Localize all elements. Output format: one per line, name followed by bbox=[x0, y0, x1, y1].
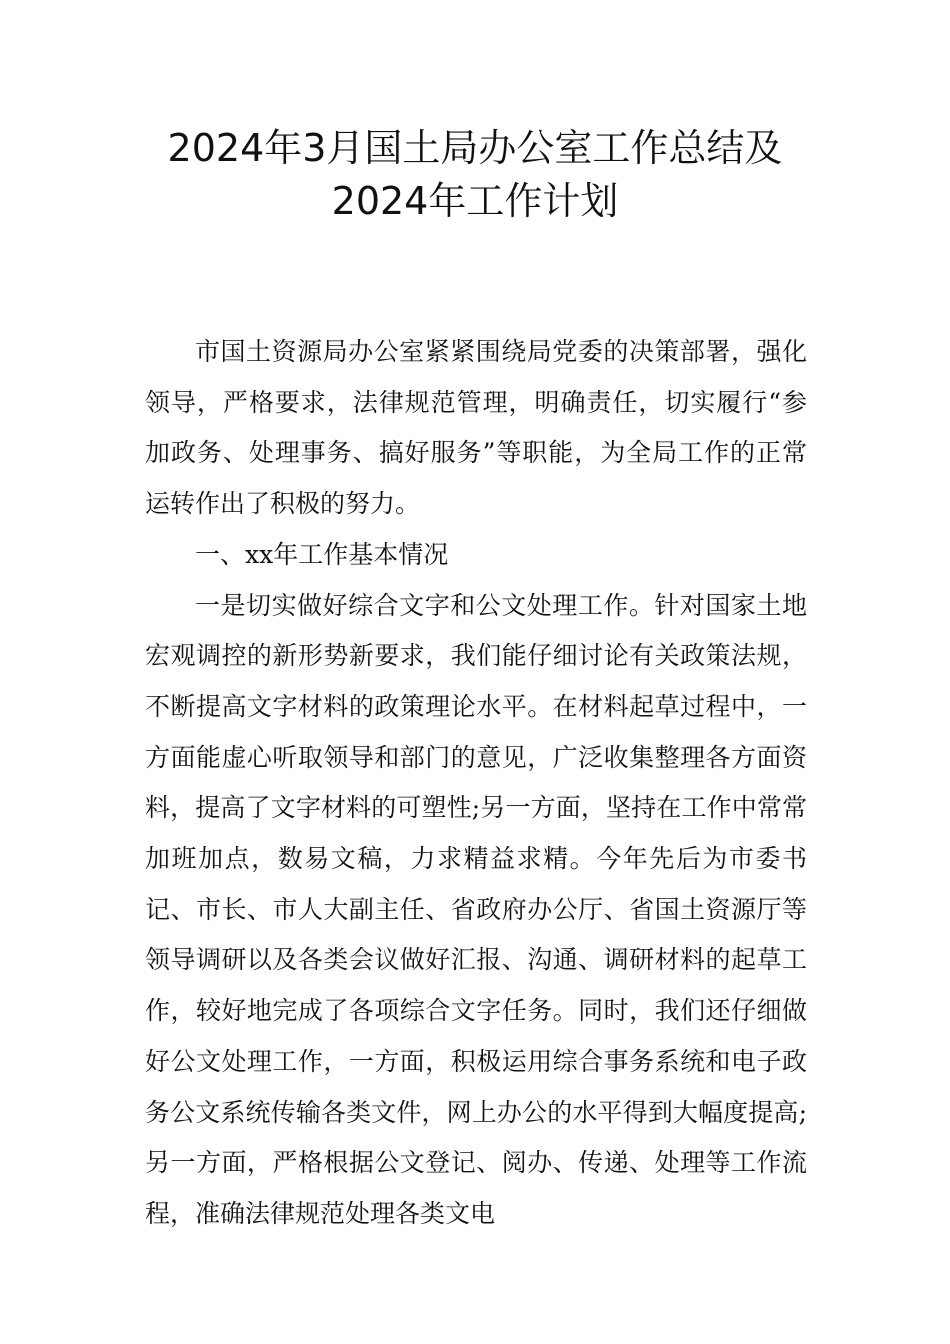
title-line-2: 2024年工作计划 bbox=[331, 179, 619, 223]
paragraph-work-1: 一是切实做好综合文字和公文处理工作。针对国家土地宏观调控的新形势新要求，我们能仔细讨论有关政策法规，不断提高文字材料的政策理论水平。在材料起草过程中，一方面能虚心听取领导和部门的意见，广泛收集整理各方面资料，提高了文字材料的可塑性;另一方面，坚持在工作中常常加班加点，数易文稿，力求精益求精。今年先后为市委书记、市长、市人大副主任、省政府办公厅、省国土资源厅等领导调研以及各类会议做好汇报、沟通、调研材料的起草工作，较好地完成了各项综合文字任务。同时，我们还仔细做好公文处理工作，一方面，积极运用综合事务系统和电子政务公文系统传输各类文件，网上办公的水平得到大幅度提高;另一方面，严格根据公文登记、阅办、传递、处理等工作流程，准确法律规范处理各类文电 bbox=[145, 590, 807, 1228]
document-body bbox=[145, 327, 807, 1240]
section-heading: 一、xx年工作基本情况 bbox=[195, 539, 449, 569]
document-title bbox=[0, 122, 950, 228]
paragraph-intro: 市国土资源局办公室紧紧围绕局党委的决策部署，强化领导，严格要求，法律规范管理，明确责任，切实履行“参加政务、处理事务、搞好服务”等职能，为全局工作的正常运转作出了积极的努力。 bbox=[145, 337, 807, 519]
title-line-1: 2024年3月国土局办公室工作总结及 bbox=[167, 126, 783, 170]
